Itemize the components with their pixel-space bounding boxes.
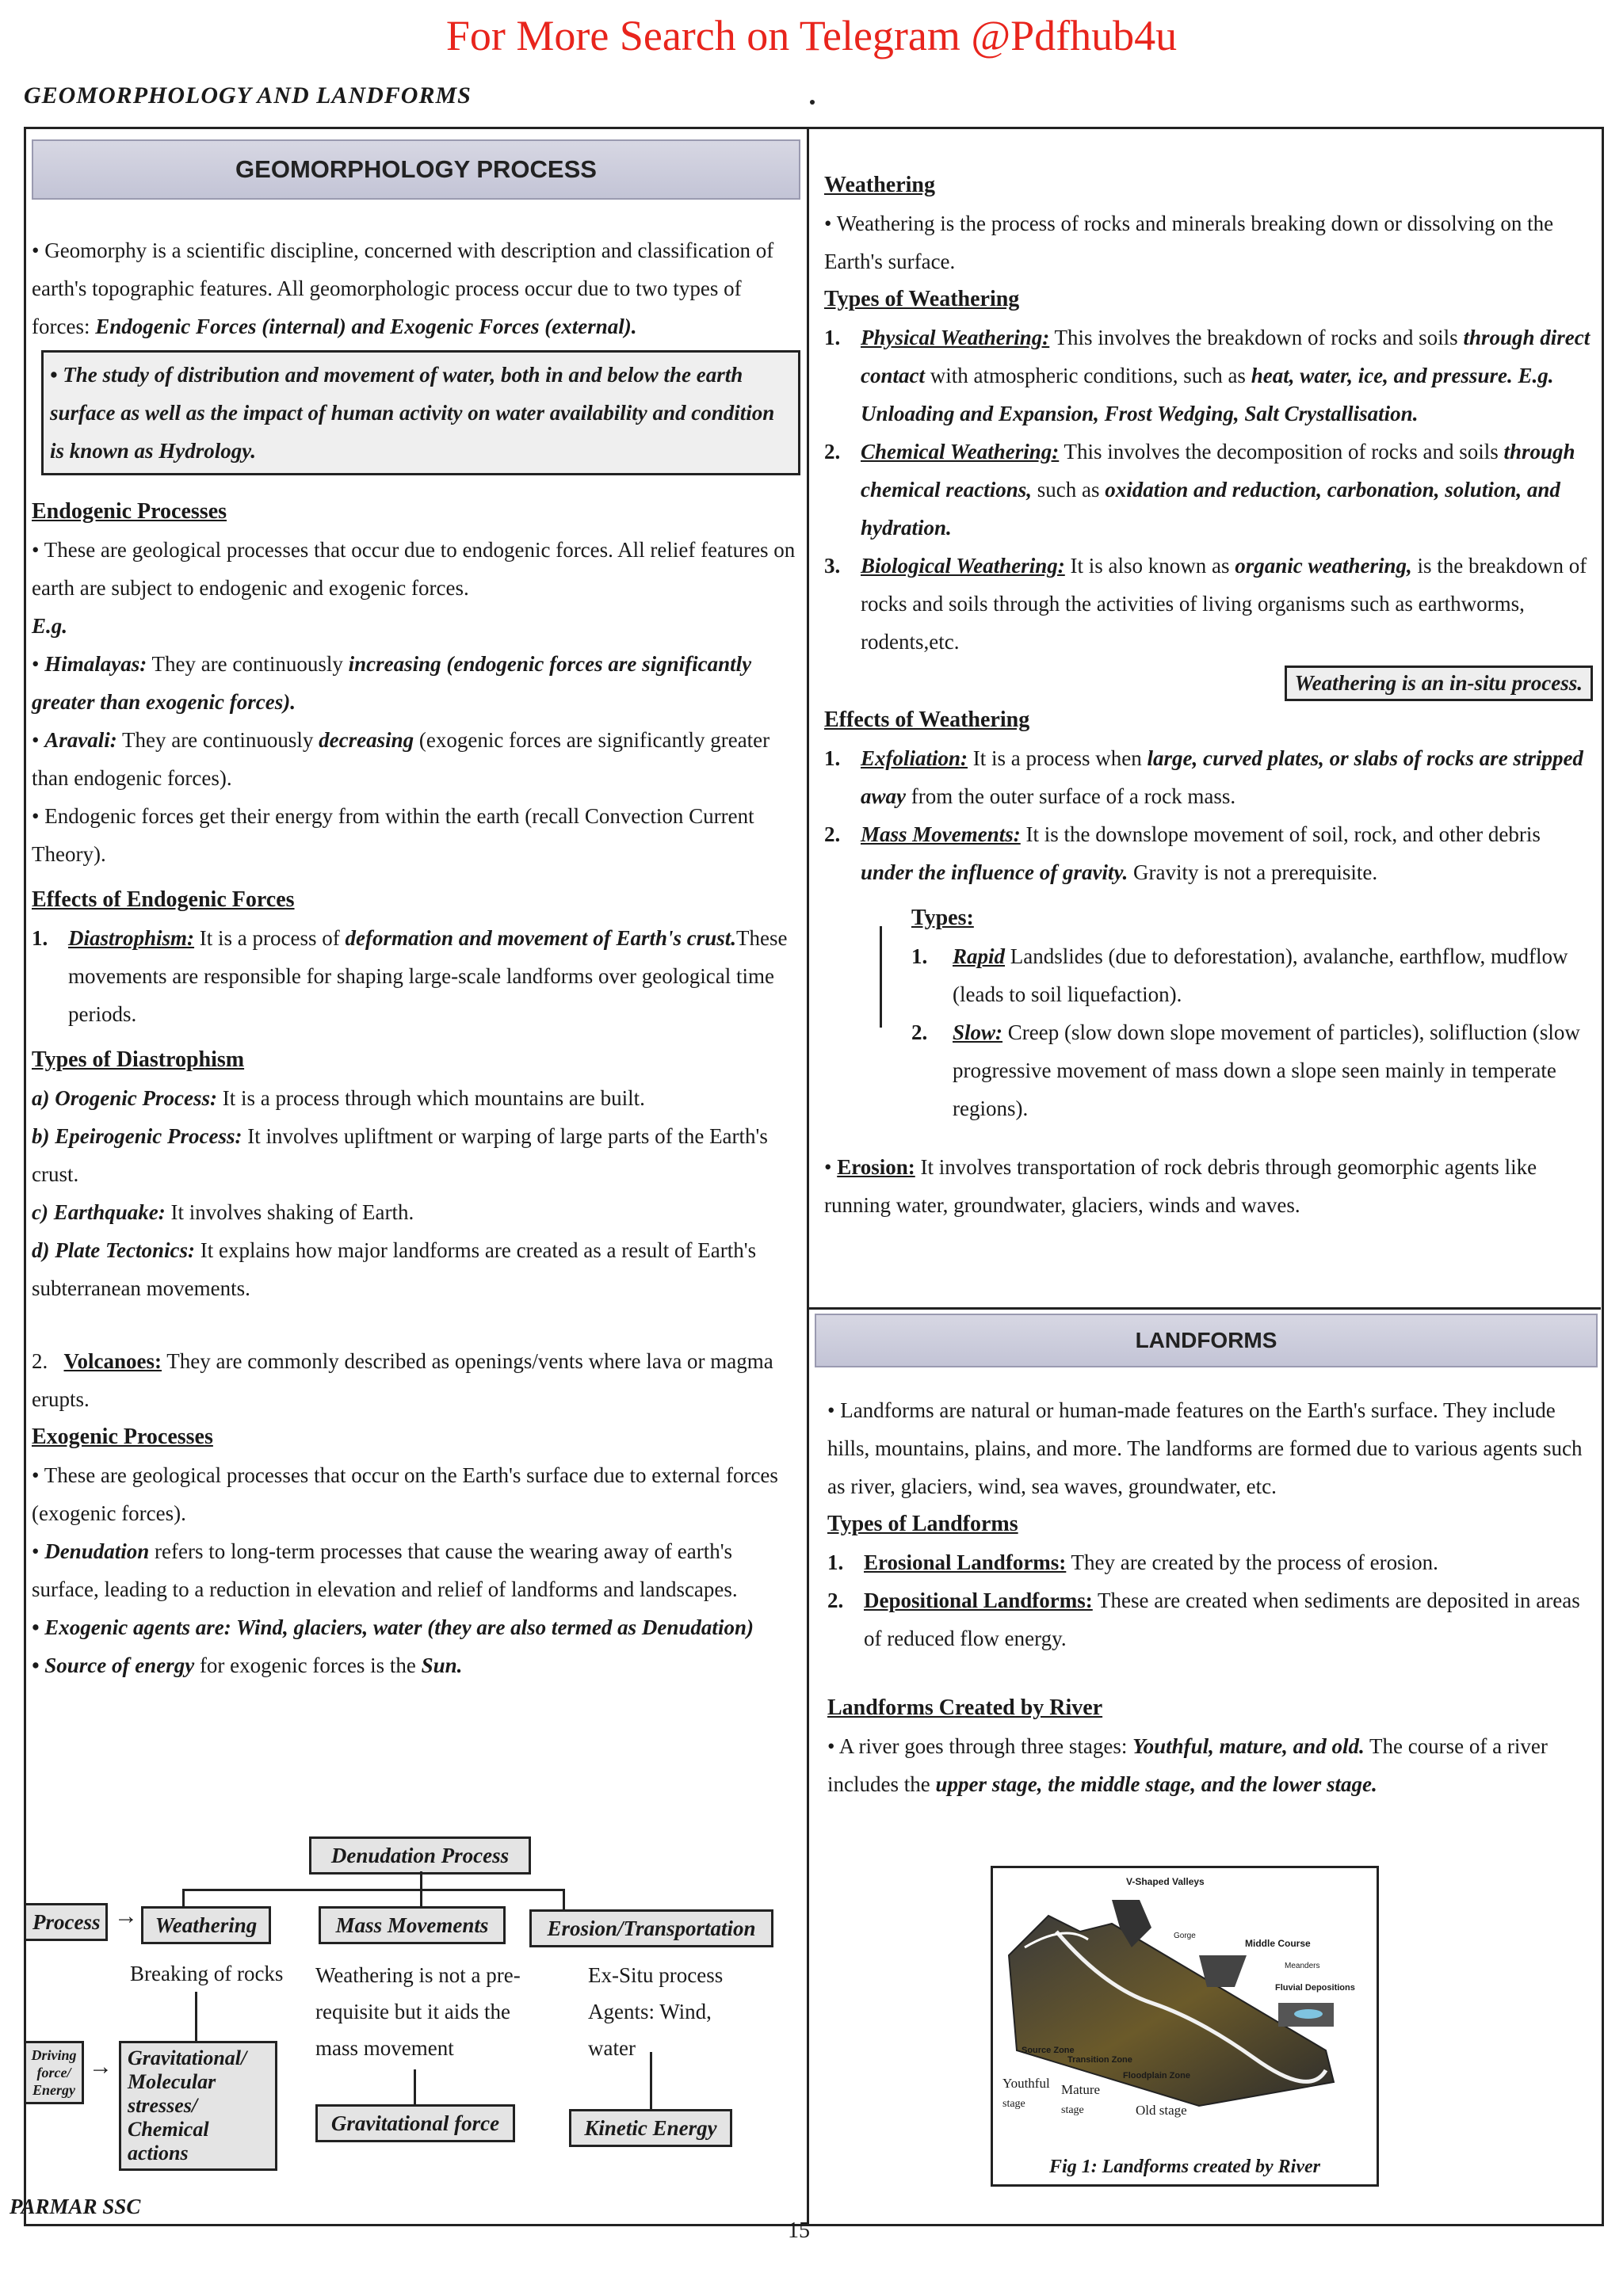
item-text: is the breakdown of rocks and soils through the activities of living organisms such as earthworms, rodents,etc. bbox=[861, 554, 1587, 654]
type-label: c) Earthquake: bbox=[32, 1200, 166, 1224]
item-italic: oxidation and reduction, carbonation, solution, and hydration. bbox=[861, 478, 1560, 540]
flow-connector bbox=[420, 1871, 422, 1890]
himalayas-italic: increasing (endogenic forces are significantly greater than exogenic forces). bbox=[32, 652, 752, 714]
item-label: Biological Weathering: bbox=[861, 554, 1065, 578]
mass-rest: Gravity is not a prerequisite. bbox=[1128, 860, 1378, 884]
fig-label: Meanders bbox=[1285, 1962, 1320, 1970]
endogenic-heading: Endogenic Processes bbox=[32, 499, 227, 524]
erosion-label: Erosion: bbox=[837, 1155, 915, 1179]
mass-italic: under the influence of gravity. bbox=[861, 860, 1128, 884]
mass-movements-item bbox=[824, 815, 1593, 891]
item-label: Chemical Weathering: bbox=[861, 440, 1060, 463]
rapid-num: 1. bbox=[911, 944, 928, 968]
aravali-label: Aravali: bbox=[44, 728, 117, 752]
aravali-item: • Aravali: They are continuously decreasing (exogenic forces are significantly greater than endogenic forces). bbox=[32, 728, 770, 790]
physical-weathering-item bbox=[824, 318, 1593, 433]
column-divider bbox=[807, 127, 809, 2226]
exfoliation-pre: It is a process when bbox=[968, 746, 1148, 770]
source-paragraph bbox=[32, 1646, 800, 1684]
type-plate-tectonics bbox=[32, 1231, 800, 1307]
flow-connector bbox=[414, 2069, 416, 2104]
tree-connector bbox=[880, 926, 882, 1028]
energy-paragraph: • Endogenic forces get their energy from within the earth (recall Convection Current Theory). bbox=[32, 804, 754, 866]
landforms-paragraph: • Landforms are natural or human-made features on the Earth's surface. They include hills, mountains, plains, and more. The landforms are formed due to various agents such as river, glaciers, wind, sea waves, groundwater, etc. bbox=[827, 1398, 1583, 1498]
slow-num: 2. bbox=[911, 1020, 928, 1044]
mass-types-block bbox=[880, 899, 1593, 1127]
landforms-body bbox=[812, 1391, 1601, 1803]
running-head: GEOMORPHOLOGY AND LANDFORMS bbox=[24, 82, 472, 109]
fig-label: Middle Course bbox=[1245, 1938, 1311, 1949]
fig-label: Source Zone bbox=[1022, 2046, 1075, 2055]
exfoliation-rest: from the outer surface of a rock mass. bbox=[906, 784, 1236, 808]
volcanoes-text: They are commonly described as openings/vents where lava or magma erupts. bbox=[32, 1349, 773, 1411]
flow-erosion-transportation: Erosion/Transportation bbox=[529, 1909, 773, 1947]
item-label: Physical Weathering: bbox=[861, 326, 1050, 349]
river-it1: Youthful, mature, and old. bbox=[1132, 1734, 1365, 1758]
chemical-weathering-item bbox=[824, 433, 1593, 547]
himalayas-text: They are continuously bbox=[147, 652, 349, 676]
arrow-icon: → bbox=[89, 2054, 113, 2080]
fig-label: V-Shaped Valleys bbox=[1126, 1876, 1205, 1887]
volcanoes-num: 2. bbox=[32, 1349, 48, 1373]
depositional-num: 2. bbox=[827, 1589, 844, 1612]
item-italic: heat, water, ice, and pressure. E.g. Unloading and Expansion, Frost Wedging, Salt Crystallisation. bbox=[861, 364, 1554, 425]
agents-paragraph: • Exogenic agents are: Wind, glaciers, water (they are also termed as Denudation) bbox=[32, 1615, 754, 1639]
section-title-landforms: LANDFORMS bbox=[815, 1314, 1598, 1367]
denudation-flowchart bbox=[24, 1822, 800, 2163]
depositional-text: These are created when sediments are deposited in areas of reduced flow energy. bbox=[864, 1589, 1580, 1650]
type-label: b) Epeirogenic Process: bbox=[32, 1124, 242, 1148]
section-rule bbox=[808, 1307, 1601, 1310]
river-mid: The course of a river includes the bbox=[827, 1734, 1548, 1796]
types-landforms-heading: Types of Landforms bbox=[827, 1512, 1018, 1536]
exogenic-heading: Exogenic Processes bbox=[32, 1425, 213, 1449]
depositional-item bbox=[827, 1581, 1585, 1657]
erosional-item bbox=[827, 1543, 1585, 1581]
river-it2: upper stage, the middle stage, and the lower stage. bbox=[935, 1772, 1377, 1796]
insitu-callout: Weathering is an in-situ process. bbox=[1285, 666, 1593, 701]
item-num: 1. bbox=[824, 326, 841, 349]
exfoliation-italic: large, curved plates, or slabs of rocks are stripped away bbox=[861, 746, 1583, 808]
denudation-paragraph: • Denudation refers to long-term processes that cause the wearing away of earth's surface, leading to a reduction in elevation and relief of landforms and landscapes. bbox=[32, 1539, 738, 1601]
mass-pre: It is the downslope movement of soil, rock, and other debris bbox=[1020, 822, 1541, 846]
mass-num: 2. bbox=[824, 822, 841, 846]
type-text: It is a process through which mountains are built. bbox=[216, 1086, 645, 1110]
flow-weathering-desc: Breaking of rocks bbox=[130, 1962, 284, 1985]
flow-gravitational-molecular: Gravitational/ Molecular stresses/ Chemical actions bbox=[119, 2041, 277, 2171]
erosion-paragraph: • Erosion: It involves transportation of rock debris through geomorphic agents like running water, groundwater, glaciers, winds and waves. bbox=[824, 1155, 1537, 1217]
erosional-label: Erosional Landforms: bbox=[864, 1550, 1067, 1574]
denudation-text: refers to long-term processes that cause the wearing away of earth's surface, leading to a reduction in elevation and relief of landforms and landscapes. bbox=[32, 1539, 738, 1601]
river-pre: • A river goes through three stages: bbox=[827, 1734, 1133, 1758]
aravali-italic: decreasing bbox=[319, 728, 414, 752]
type-label: d) Plate Tectonics: bbox=[32, 1238, 195, 1262]
rapid-item bbox=[911, 937, 1593, 1013]
item-italic: through direct contact bbox=[861, 326, 1591, 387]
item-italic: organic weathering, bbox=[1235, 554, 1412, 578]
exfoliation-item bbox=[824, 739, 1593, 815]
fig-label: Floodplain Zone bbox=[1123, 2071, 1190, 2081]
type-earthquake bbox=[32, 1193, 800, 1231]
fig-label: stage bbox=[1061, 2104, 1084, 2116]
rapid-label: Rapid bbox=[953, 944, 1006, 968]
flow-denudation-process: Denudation Process bbox=[309, 1836, 531, 1875]
fig-label: Old stage bbox=[1136, 2103, 1187, 2118]
intro-forces: Endogenic Forces (internal) and Exogenic Forces (external). bbox=[95, 315, 637, 338]
exfoliation-label: Exfoliation: bbox=[861, 746, 968, 770]
erosional-num: 1. bbox=[827, 1550, 844, 1574]
type-label: a) Orogenic Process: bbox=[32, 1086, 217, 1110]
river-figure bbox=[991, 1866, 1379, 2187]
volcanoes-item bbox=[32, 1342, 800, 1418]
eg-label: E.g. bbox=[32, 614, 68, 638]
flow-process: Process bbox=[24, 1903, 108, 1941]
weathering-heading: Weathering bbox=[824, 173, 935, 197]
flow-connector bbox=[650, 2052, 652, 2109]
weathering-paragraph: • Weathering is the process of rocks and minerals breaking down or dissolving on the Earth's surface. bbox=[824, 212, 1554, 273]
flow-mass-movements: Mass Movements bbox=[319, 1906, 506, 1944]
slow-label: Slow: bbox=[953, 1020, 1003, 1044]
volcanoes-label: Volcanoes: bbox=[63, 1349, 162, 1373]
depositional-label: Depositional Landforms: bbox=[864, 1589, 1093, 1612]
flow-kinetic-energy: Kinetic Energy bbox=[569, 2109, 732, 2147]
flow-weathering: Weathering bbox=[141, 1906, 271, 1944]
mass-label: Mass Movements: bbox=[861, 822, 1021, 846]
source-text: for exogenic forces is the bbox=[194, 1653, 422, 1677]
type-text: It involves upliftment or warping of large parts of the Earth's crust. bbox=[32, 1124, 768, 1186]
diastrophism-label: Diastrophism: bbox=[68, 926, 195, 950]
rapid-text: Landslides (due to deforestation), avalanche, earthflow, mudflow (leads to soil liquefaction). bbox=[953, 944, 1568, 1006]
insitu-callout-row bbox=[824, 666, 1593, 701]
exfoliation-num: 1. bbox=[824, 746, 841, 770]
diastrophism-rest: These movements are responsible for shaping large-scale landforms over geological time periods. bbox=[68, 926, 788, 1026]
exogenic-paragraph: • These are geological processes that occur on the Earth's surface due to external forces (exogenic forces). bbox=[32, 1463, 778, 1525]
flow-gravitational-force: Gravitational force bbox=[315, 2104, 515, 2142]
left-column bbox=[32, 139, 800, 1684]
fig-label: Youthful bbox=[1002, 2076, 1050, 2091]
item-text: It is also known as bbox=[1064, 554, 1235, 578]
flow-driving-force: Driving force/ Energy bbox=[24, 2041, 84, 2104]
right-column bbox=[824, 158, 1593, 1224]
item-text: with atmospheric conditions, such as bbox=[925, 364, 1251, 387]
diastrophism-item bbox=[32, 919, 800, 1033]
source-sun: Sun. bbox=[421, 1653, 463, 1677]
himalayas-label: Himalayas: bbox=[44, 652, 147, 676]
types-diastrophism-heading: Types of Diastrophism bbox=[32, 1047, 245, 1072]
effects-endogenic-heading: Effects of Endogenic Forces bbox=[32, 887, 295, 912]
intro-paragraph bbox=[32, 231, 800, 345]
intro-text: • Geomorphy is a scientific discipline, concerned with description and classification of earth's topographic features. All geomorphologic process occur due to two types of forces: bbox=[32, 238, 774, 338]
aravali-text: They are continuously bbox=[116, 728, 319, 752]
hydrology-box bbox=[41, 350, 800, 475]
type-epeirogenic bbox=[32, 1117, 800, 1193]
slow-text: Creep (slow down slope movement of particles), solifluction (slow progressive movement of mass down a slope seen mainly in temperate regions). bbox=[953, 1020, 1580, 1120]
endogenic-paragraph: • These are geological processes that occur due to endogenic forces. All relief features on earth are subject to endogenic and exogenic forces. bbox=[32, 538, 796, 600]
river-landform-illustration bbox=[993, 1868, 1377, 2130]
denudation-italic: Denudation bbox=[44, 1539, 150, 1563]
fig-label: stage bbox=[1002, 2098, 1025, 2110]
aravali-rest: (exogenic forces are significantly greater than endogenic forces). bbox=[32, 728, 770, 790]
item-num: 2. bbox=[824, 440, 841, 463]
type-orogenic bbox=[32, 1079, 800, 1117]
diastrophism-italic: deformation and movement of Earth's crust. bbox=[345, 926, 737, 950]
fig-label: Fluvial Depositions bbox=[1275, 1983, 1355, 1993]
river-paragraph bbox=[827, 1727, 1585, 1803]
biological-weathering-item bbox=[824, 547, 1593, 661]
source-italic: • Source of energy bbox=[32, 1653, 195, 1677]
arrow-icon: → bbox=[114, 1903, 138, 1929]
type-text: It explains how major landforms are created as a result of Earth's subterranean movements. bbox=[32, 1238, 757, 1300]
landforms-section bbox=[812, 1307, 1601, 1803]
item-italic: through chemical reactions, bbox=[861, 440, 1575, 502]
mass-types-heading: Types: bbox=[911, 906, 974, 930]
publisher-footer: PARMAR SSC bbox=[10, 2195, 141, 2218]
item-text: This involves the breakdown of rocks and soils bbox=[1049, 326, 1464, 349]
diastrophism-text: It is a process of bbox=[194, 926, 346, 950]
decorative-dot bbox=[810, 100, 815, 105]
flow-connector bbox=[182, 1889, 563, 1891]
fig-label: Transition Zone bbox=[1067, 2055, 1132, 2065]
types-weathering-heading: Types of Weathering bbox=[824, 287, 1020, 311]
item-text: This involves the decomposition of rocks and soils bbox=[1059, 440, 1504, 463]
effects-weathering-heading: Effects of Weathering bbox=[824, 707, 1030, 732]
item-text: such as bbox=[1031, 478, 1106, 502]
page-number: 15 bbox=[788, 2218, 810, 2243]
type-text: It involves shaking of Earth. bbox=[165, 1200, 414, 1224]
fig-label: Mature bbox=[1061, 2082, 1101, 2097]
diastrophism-num: 1. bbox=[32, 926, 48, 950]
flow-connector bbox=[195, 1992, 197, 2041]
hydrology-text: • The study of distribution and movement of water, both in and below the earth surface as well as the impact of human activity on water availability and condition is known as Hydrology. bbox=[50, 363, 775, 463]
flow-mass-desc: Weathering is not a pre-requisite but it aids the mass movement bbox=[315, 1963, 521, 2060]
flow-connector bbox=[563, 1889, 565, 1911]
erosional-text: They are created by the process of erosion. bbox=[1066, 1550, 1438, 1574]
slow-item bbox=[911, 1013, 1593, 1127]
fig-label: Gorge bbox=[1174, 1932, 1196, 1940]
erosion-text: It involves transportation of rock debris through geomorphic agents like running water, groundwater, glaciers, winds and waves. bbox=[824, 1155, 1537, 1217]
himalayas-item: • Himalayas: They are continuously increasing (endogenic forces are significantly greater than exogenic forces). bbox=[32, 652, 752, 714]
river-heading: Landforms Created by River bbox=[827, 1695, 1103, 1720]
item-num: 3. bbox=[824, 554, 841, 578]
figure-caption: Fig 1: Landforms created by River bbox=[1049, 2157, 1320, 2177]
telegram-banner: For More Search on Telegram @Pdfhub4u bbox=[445, 12, 1178, 59]
flow-erosion-desc: Ex-Situ process Agents: Wind, water bbox=[588, 1963, 724, 2060]
section-title-geomorphology: GEOMORPHOLOGY PROCESS bbox=[32, 139, 800, 200]
